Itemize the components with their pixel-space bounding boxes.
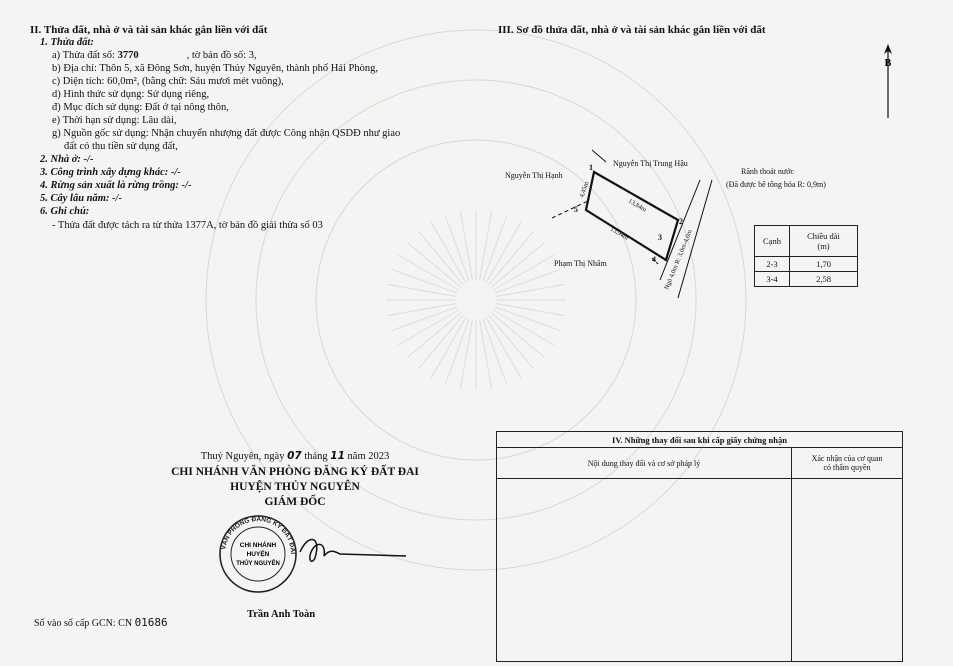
length-header-line-1: Chiều dài (807, 231, 840, 241)
length-header-line-2: (m) (817, 241, 830, 251)
point-label: 4 (652, 255, 656, 264)
alley-label: Ngõ 4,0m R: 3,0m-4,0m (663, 228, 694, 291)
date-mid: tháng (301, 451, 331, 462)
purpose-line: đ) Mục đích sử dụng: Đất ở tại nông thôn, (52, 102, 229, 113)
section-iii-title: III. Sơ đồ thửa đất, nhà ở và tài sản khác gắn liền với đất (498, 24, 766, 36)
watermark-ray (445, 319, 469, 385)
length-cell: 1,70 (790, 257, 858, 272)
stamp-center-3: THỦY NGUYÊN (236, 561, 280, 567)
watermark-ray (387, 284, 456, 296)
signer-title: GIÁM ĐỐC (264, 496, 326, 508)
dimension-left: 4,45m (578, 180, 591, 199)
neighbor-s: Phạm Thị Nhâm (554, 259, 607, 268)
term-line: e) Thời hạn sử dụng: Lâu dài, (52, 115, 177, 126)
drain-label-1: Rãnh thoát nước (741, 167, 794, 176)
construction-line: 3. Công trình xây dựng khác: -/- (40, 167, 181, 178)
watermark-ray (391, 269, 457, 293)
north-label: B (884, 58, 892, 69)
origin-line-2: đất có thu tiền sử dụng đất, (64, 141, 178, 152)
watermark-ray (460, 211, 472, 280)
point-label: 5 (574, 205, 578, 214)
register-number: 01686 (134, 616, 168, 629)
drain-label-2: (Đã được bê tông hóa R: 0,9m) (726, 180, 826, 189)
confirm-line-2: có thẩm quyền (823, 463, 871, 472)
changes-table (496, 431, 903, 662)
forest-line: 4. Rừng sản xuất là rừng trồng: -/- (40, 180, 192, 191)
dimension-top: 13,84m (627, 197, 648, 214)
length-header (790, 226, 858, 257)
watermark-ray (495, 307, 561, 331)
parcel-outline (586, 172, 678, 260)
watermark-ray (483, 319, 507, 385)
date-month: 11 (330, 450, 345, 462)
point-label: 2 (679, 217, 683, 226)
changes-title: IV. Những thay đổi sau khi cấp giấy chứng nhận (497, 432, 903, 448)
house-line: 2. Nhà ở: -/- (40, 154, 94, 165)
agency-line-1: CHI NHÁNH VĂN PHÒNG ĐĂNG KÝ ĐẤT ĐAI (171, 466, 419, 478)
table-row (755, 257, 858, 272)
parcel-prefix: a) Thửa đất số: (52, 50, 118, 61)
address-line: b) Địa chỉ: Thôn 5, xã Đông Sơn, huyện Thủy Nguyên, thành phố Hải Phòng, (52, 63, 378, 74)
note-text: - Thửa đất được tách ra từ thửa 1377A, tờ bản đồ giải thửa số 03 (52, 220, 323, 231)
changes-col-confirm (792, 448, 903, 479)
place-date-prefix: Thuỷ Nguyên, ngày (200, 451, 288, 462)
changes-confirm-cell (792, 479, 903, 662)
perennial-line: 5. Cây lâu năm: -/- (40, 193, 122, 204)
edge-length-table (754, 225, 858, 287)
changes-col-content: Nội dung thay đổi và cơ sở pháp lý (497, 448, 792, 479)
edge-cell: 3-4 (755, 272, 790, 287)
agency-line-2: HUYỆN THỦY NGUYÊN (230, 481, 360, 493)
north-arrow-icon (878, 42, 898, 122)
stamp-center-2: HUYỆN (246, 551, 270, 558)
dimension-bottom: 13,94m (609, 225, 630, 242)
watermark-ray (479, 320, 491, 389)
origin-line-1: g) Nguồn gốc sử dụng: Nhận chuyển nhượng đất được Công nhận QSDĐ như giao (52, 128, 401, 139)
table-row (755, 272, 858, 287)
neighbor-n: Nguyễn Thị Trung Hậu (613, 159, 688, 168)
changes-content-cell (497, 479, 792, 662)
watermark-ray (391, 307, 457, 331)
watermark-ray (445, 215, 469, 281)
register-prefix: Số vào sổ cấp GCN: CN (34, 618, 135, 629)
neighbor-nw: Nguyễn Thị Hạnh (505, 171, 563, 180)
stamp-ring-text: VĂN PHÒNG ĐĂNG KÝ ĐẤT ĐAI (220, 515, 297, 555)
land-label: 1. Thửa đất: (40, 37, 94, 48)
edge-header: Cạnh (755, 226, 790, 257)
parcel-line (52, 50, 257, 62)
watermark-ray (460, 320, 472, 389)
point-label: 3 (658, 233, 662, 242)
official-stamp (208, 514, 408, 594)
parcel-number: 3770 (117, 50, 139, 61)
usage-form-line: d) Hình thức sử dụng: Sử dụng riêng, (52, 89, 210, 100)
confirm-line-1: Xác nhận của cơ quan (811, 454, 883, 463)
register-number-line (34, 616, 168, 629)
notes-label: 6. Ghi chú: (40, 206, 90, 217)
stamp-center-1: CHI NHÁNH (239, 542, 277, 549)
signature-stroke (300, 539, 406, 561)
length-cell: 2,58 (790, 272, 858, 287)
point-label: 1 (589, 163, 593, 172)
area-line: c) Diện tích: 60,0m², (bằng chữ: Sáu mươi mét vuông), (52, 76, 284, 87)
date-suffix: năm 2023 (344, 451, 390, 462)
date-day: 07 (287, 450, 302, 462)
place-date (150, 450, 440, 462)
edge-cell: 2-3 (755, 257, 790, 272)
signer-name: Trần Anh Toàn (247, 609, 316, 620)
watermark-ray (387, 303, 456, 315)
parcel-suffix: , tờ bản đồ số: 3, (186, 50, 257, 61)
section-ii-title: II. Thửa đất, nhà ở và tài sản khác gắn liền với đất (30, 24, 268, 36)
